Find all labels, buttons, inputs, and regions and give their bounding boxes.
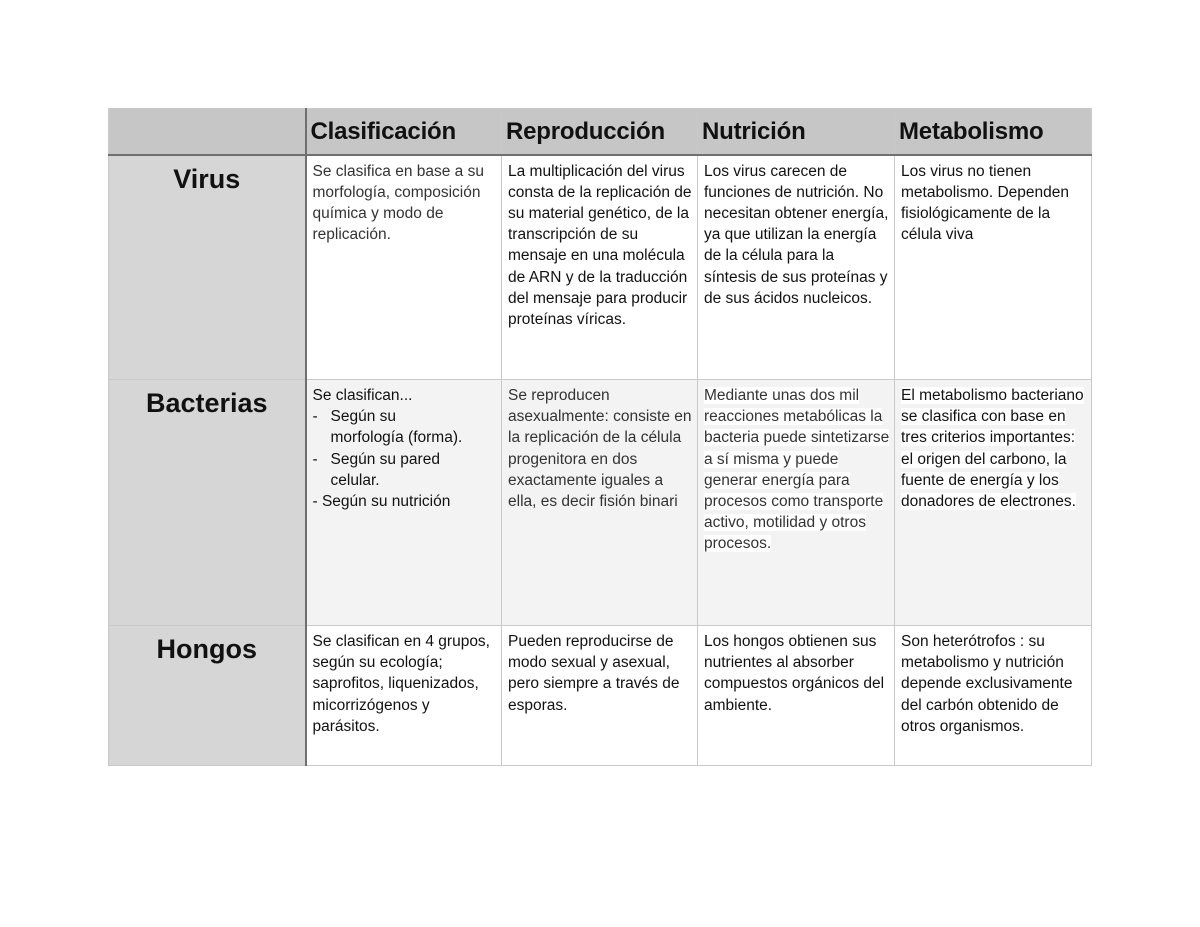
dash-marker: - xyxy=(312,450,318,468)
bacterias-clasificacion-item-1-cont: morfología (forma). xyxy=(330,429,463,447)
item-2-text: Según su pared xyxy=(330,450,440,468)
header-metabolismo: Metabolismo xyxy=(895,109,1092,155)
bacterias-nutricion-text: Mediante unas dos mil reacciones metabólicas la bacteria puede sintetizarse a sí misma y puede generar energía para procesos como transporte activo, motilidad y otros procesos. xyxy=(704,387,890,553)
row-header-hongos: Hongos xyxy=(109,626,306,766)
bacterias-metabolismo-text: El metabolismo bacteriano se clasifica con base en tres criterios importantes: el origen del carbono, la fuente de energía y los donadores de electrones. xyxy=(901,387,1084,511)
bacterias-clasificacion-item-3: - Según su nutrición xyxy=(312,493,451,511)
comparison-table xyxy=(108,108,1092,766)
cell-virus-clasificacion: Se clasifica en base a su morfología, composición química y modo de replicación. xyxy=(306,155,502,380)
header-nutricion: Nutrición xyxy=(698,109,895,155)
row-header-virus: Virus xyxy=(109,155,306,380)
cell-bacterias-metabolismo xyxy=(895,380,1092,626)
cell-virus-metabolismo: Los virus no tienen metabolismo. Dependen fisiológicamente de la célula viva xyxy=(895,155,1092,380)
cell-bacterias-nutricion xyxy=(698,380,895,626)
header-reproduccion: Reproducción xyxy=(502,109,698,155)
dash-marker: - xyxy=(312,408,318,426)
bacterias-clasificacion-intro: Se clasifican... xyxy=(312,387,413,404)
cell-bacterias-reproduccion: Se reproducen asexualmente: consiste en la replicación de la célula progenitora en dos exactamente iguales a ella, es decir fisión binari xyxy=(502,380,698,626)
cell-virus-nutricion: Los virus carecen de funciones de nutrición. No necesitan obtener energía, ya que utilizan la energía de la célula para la síntesis de sus proteínas y de sus ácidos nucleicos. xyxy=(698,155,895,380)
cell-virus-reproduccion: La multiplicación del virus consta de la replicación de su material genético, de la transcripción de su mensaje en una molécula de ARN y de la traducción del mensaje para producir proteínas víricas. xyxy=(502,155,698,380)
bacterias-clasificacion-item-1 xyxy=(313,406,498,427)
cell-bacterias-clasificacion xyxy=(306,380,502,626)
cell-hongos-reproduccion: Pueden reproducirse de modo sexual y asexual, pero siempre a través de esporas. xyxy=(502,626,698,766)
cell-hongos-metabolismo: Son heterótrofos : su metabolismo y nutrición depende exclusivamente del carbón obtenido de otros organismos. xyxy=(895,626,1092,766)
bacterias-clasificacion-item-2 xyxy=(313,449,498,470)
cell-hongos-clasificacion: Se clasifican en 4 grupos, según su ecología; saprofitos, liquenizados, micorrizógenos y parásitos. xyxy=(306,626,502,766)
cell-hongos-nutricion: Los hongos obtienen sus nutrientes al absorber compuestos orgánicos del ambiente. xyxy=(698,626,895,766)
header-corner xyxy=(109,109,306,155)
item-1-text: Según su xyxy=(330,408,396,426)
table-row-hongos xyxy=(109,626,1092,766)
header-clasificacion: Clasificación xyxy=(306,109,502,155)
header-row xyxy=(109,109,1092,155)
row-header-bacterias: Bacterias xyxy=(109,380,306,626)
bacterias-clasificacion-item-2-cont: celular. xyxy=(330,471,380,489)
table-row-virus xyxy=(109,155,1092,380)
table-row-bacterias xyxy=(109,380,1092,626)
